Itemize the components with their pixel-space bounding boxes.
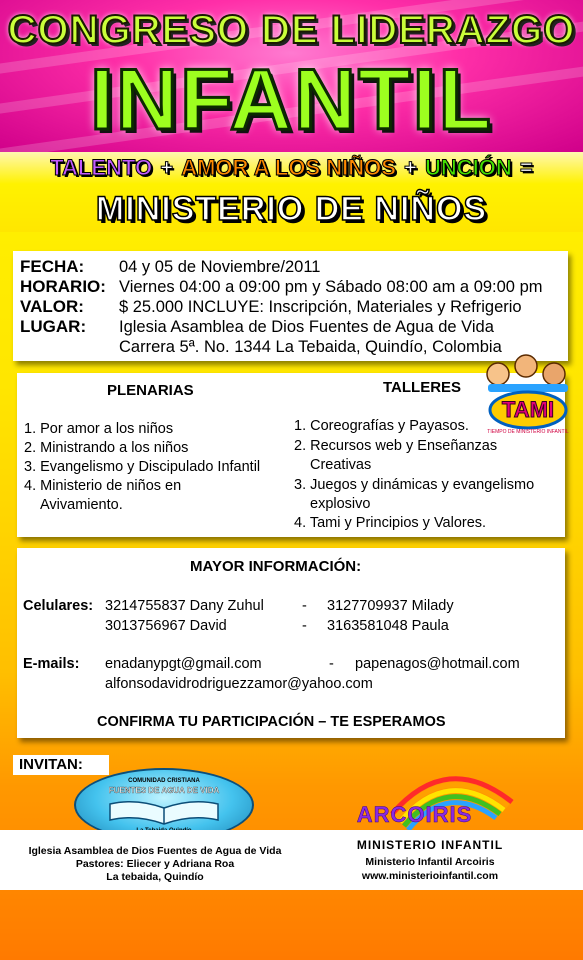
- arcoiris-sub: MINISTERIO INFANTIL: [356, 838, 504, 852]
- separator: -: [329, 656, 334, 672]
- email-link[interactable]: enadanypgt@gmail.com: [105, 656, 262, 672]
- arcoiris-logo: [352, 762, 517, 832]
- celulares-label: Celulares:: [23, 598, 94, 614]
- valor-value: $ 25.000 INCLUYE: Inscripción, Materiales y Refrigerio: [119, 298, 522, 316]
- phone-entry: 3214755837 Dany Zuhul: [105, 598, 264, 614]
- plenaria-item: 4. Ministerio de niños en: [24, 478, 182, 494]
- slogan: [0, 155, 583, 181]
- plenaria-item: 3. Evangelismo y Discipulado Infantil: [24, 459, 261, 475]
- phone-entry: 3163581048 Paula: [327, 618, 449, 634]
- credits-strip: [0, 830, 583, 890]
- church-logo-line1: COMUNIDAD CRISTIANA: [128, 778, 200, 784]
- open-bible-icon: [106, 798, 222, 826]
- taller-item-cont: explosivo: [310, 496, 371, 512]
- email-link[interactable]: alfonsodavidrodriguezzamor@yahoo.com: [105, 676, 373, 692]
- slogan-equals: =: [519, 155, 533, 180]
- lugar-value-1: Iglesia Asamblea de Dios Fuentes de Agua de Vida: [119, 318, 494, 336]
- taller-item: 1. Coreografías y Payasos.: [294, 418, 469, 434]
- slogan-talento: TALENTO: [50, 155, 153, 180]
- valor-label: VALOR:: [20, 297, 84, 316]
- emails-label: E-mails:: [23, 656, 80, 672]
- slogan-plus: +: [404, 155, 417, 180]
- contact-panel: [17, 548, 565, 738]
- tami-logo-art: [478, 352, 578, 438]
- slogan-uncion: UNCIÓN: [425, 155, 512, 180]
- taller-item: 4. Tami y Principios y Valores.: [294, 515, 487, 531]
- taller-item: 2. Recursos web y Enseñanzas: [294, 438, 498, 454]
- horario-value: Viernes 04:00 a 09:00 pm y Sábado 08:00 am a 09:00 pm: [119, 278, 543, 296]
- invitan-label: INVITAN:: [13, 755, 109, 775]
- subtitle-ministerio: MINISTERIO DE NIÑOS: [95, 190, 488, 228]
- tami-logo: [478, 352, 578, 438]
- plenaria-item-cont: Avivamiento.: [40, 497, 123, 513]
- email-link[interactable]: papenagos@hotmail.com: [355, 656, 520, 672]
- taller-item-cont: Creativas: [310, 457, 372, 473]
- plenaria-item: 2. Ministrando a los niños: [24, 440, 189, 456]
- details-panel: [13, 251, 568, 361]
- plenaria-item: 1. Por amor a los niños: [24, 421, 174, 437]
- lugar-value-2: Carrera 5ª. No. 1344 La Tebaida, Quindío, Colombia: [119, 338, 502, 356]
- arcoiris-logo-text: ARCOIRIS: [356, 802, 473, 827]
- talleres-title: TALLERES: [383, 379, 462, 396]
- phone-entry: 3013756967 David: [105, 618, 227, 634]
- plenarias-title: PLENARIAS: [107, 382, 194, 399]
- fecha-label: FECHA:: [20, 257, 85, 276]
- contact-title: MAYOR INFORMACIÓN:: [190, 558, 362, 575]
- church-credit-3: La tebaida, Quindío: [106, 871, 204, 883]
- phone-entry: 3127709937 Milady: [327, 598, 454, 614]
- ministry-credit-1: Ministerio Infantil Arcoiris: [365, 856, 495, 868]
- tami-caption: TIEMPO DE MINISTERIO INFANTIL: [487, 429, 569, 435]
- title-line-1: CONGRESO DE LIDERAZGO: [7, 8, 576, 52]
- slogan-plus: +: [160, 155, 174, 180]
- title-line-2: INFANTIL: [90, 52, 493, 148]
- taller-item: 3. Juegos y dinámicas y evangelismo: [294, 477, 535, 493]
- lugar-label: LUGAR:: [20, 317, 87, 336]
- horario-label: HORARIO:: [20, 277, 106, 296]
- church-logo-line2: FUENTES DE AGUA DE VIDA: [108, 786, 220, 795]
- tami-logo-text: TAMI: [501, 397, 555, 422]
- slogan-amor: AMOR A LOS NIÑOS: [181, 155, 396, 180]
- ministry-website[interactable]: www.ministerioinfantil.com: [361, 870, 499, 882]
- separator: -: [302, 598, 307, 614]
- fecha-value: 04 y 05 de Noviembre/2011: [119, 258, 321, 276]
- church-credit-1: Iglesia Asamblea de Dios Fuentes de Agua de Vida: [28, 845, 282, 857]
- church-credit-2: Pastores: Eliecer y Adriana Roa: [75, 858, 235, 870]
- separator: -: [302, 618, 307, 634]
- confirm-message: CONFIRMA TU PARTICIPACIÓN – TE ESPERAMOS: [97, 714, 446, 730]
